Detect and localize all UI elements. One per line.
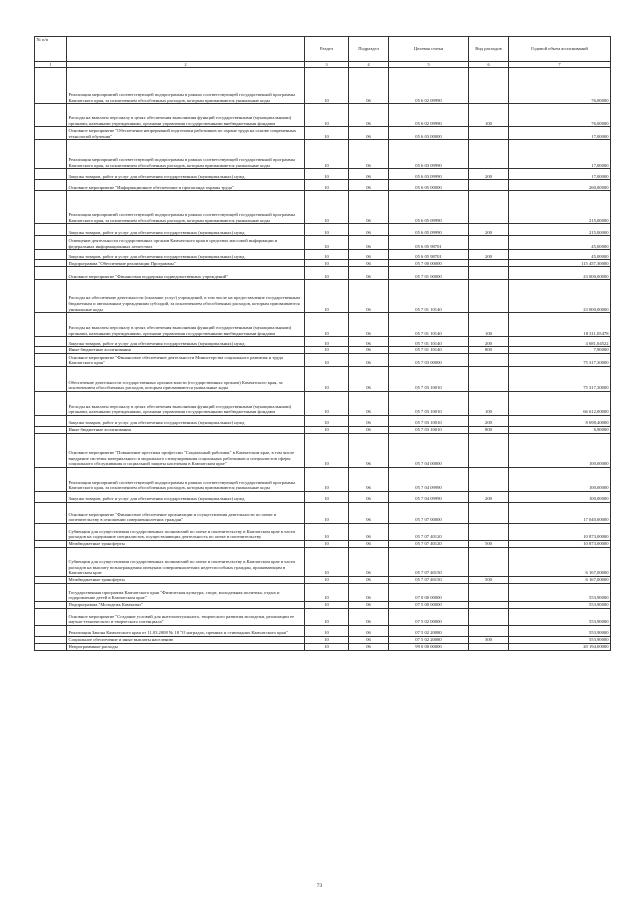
row-target-code: 05 7 03 10010 <box>389 415 469 426</box>
row-subsection: 06 <box>349 68 389 104</box>
row-amount: 17 040,00000 <box>509 502 611 523</box>
row-amount: 18 311,05478 <box>509 313 611 337</box>
table-row <box>35 313 611 337</box>
row-description: Основное мероприятие "Финансовое обеспечение организации и осуществления деятельности по опеке и попечительству в отношении совершеннолетних граждан" <box>67 502 305 523</box>
row-description: Подпрограмма "Молодежь Камчатки" <box>67 601 305 608</box>
row-subsection: 06 <box>349 583 389 601</box>
row-amount: 100,00000 <box>509 433 611 467</box>
header-section: Раздел <box>305 37 349 62</box>
row-target-code: 05 7 01 10140 <box>389 280 469 313</box>
row-number <box>35 426 67 433</box>
row-subsection: 06 <box>349 347 389 354</box>
column-number: 6 <box>469 62 509 68</box>
row-expense-type <box>469 643 509 650</box>
row-amount: 215,00000 <box>509 191 611 224</box>
row-description: Освещение деятельности государственных органов Камчатского края в средствах массовой информации и федеральных информационных агентствах <box>67 236 305 250</box>
row-section: 10 <box>305 127 349 140</box>
row-section: 10 <box>305 426 349 433</box>
row-description: Субвенции для осуществления государственных полномочий по опеке и попечительству в Камчатском крае в части расходов на содержание специалистов, осуществляющих деятельность по опеке и попечительству <box>67 523 305 540</box>
row-target-code: 05 6 03 09990 <box>389 140 469 169</box>
table-row <box>35 68 611 104</box>
row-expense-type <box>469 366 509 391</box>
row-description: Непрограммные расходы <box>67 643 305 650</box>
row-description: Расходы на выплаты персоналу в целях обеспечения выполнения функций государственными (муниципальными) органами, казенными учреждениями, органами управления государственными внебюджетными фондами <box>67 104 305 127</box>
row-description: Расходы на обеспечение деятельности (оказание услуг) учреждений, в том числе на предоставление государственным бюджетным и автономным учреждениям субсидий, за исключением обособленных расходов, которым присваиваются уникальные коды <box>67 280 305 313</box>
row-subsection: 06 <box>349 366 389 391</box>
row-section: 10 <box>305 250 349 260</box>
row-section: 10 <box>305 280 349 313</box>
row-number <box>35 236 67 250</box>
row-subsection: 06 <box>349 491 389 502</box>
row-number <box>35 347 67 354</box>
row-amount: 17,00000 <box>509 169 611 180</box>
row-section: 10 <box>305 224 349 236</box>
row-amount: 76,00000 <box>509 104 611 127</box>
table-row <box>35 523 611 540</box>
column-number: 1 <box>35 62 67 68</box>
row-description: Закупка товаров, работ и услуг для обеспечения государственных (муниципальных) нужд <box>67 491 305 502</box>
row-number <box>35 68 67 104</box>
table-row <box>35 576 611 583</box>
row-number <box>35 180 67 191</box>
header-target: Целевая статья <box>389 37 469 62</box>
row-number <box>35 576 67 583</box>
table-row <box>35 127 611 140</box>
row-target-code: 05 7 01 10140 <box>389 337 469 347</box>
row-expense-type: 500 <box>469 576 509 583</box>
row-description: Основное мероприятие "Информационное обеспечение и пропаганда охраны труда" <box>67 180 305 191</box>
table-row <box>35 169 611 180</box>
row-number <box>35 366 67 391</box>
table-row <box>35 391 611 415</box>
row-target-code: 05 6 05 09990 <box>389 224 469 236</box>
row-section: 10 <box>305 491 349 502</box>
row-number <box>35 250 67 260</box>
row-description: Основное мероприятие "Финансовое обеспечение деятельности Министерства социального развития и труда Камчатского края" <box>67 353 305 366</box>
row-target-code: 07 0 00 00000 <box>389 583 469 601</box>
row-section: 10 <box>305 391 349 415</box>
table-row <box>35 236 611 250</box>
row-subsection: 06 <box>349 636 389 643</box>
row-amount: 115 457,30000 <box>509 260 611 267</box>
row-section: 10 <box>305 540 349 547</box>
row-number <box>35 547 67 576</box>
row-number <box>35 467 67 491</box>
table-row <box>35 250 611 260</box>
row-subsection: 06 <box>349 601 389 608</box>
row-target-code: 05 7 04 09990 <box>389 491 469 502</box>
column-number: 7 <box>509 62 611 68</box>
row-description: Межбюджетные трансферты <box>67 576 305 583</box>
row-expense-type <box>469 260 509 267</box>
row-amount: 23 000,00000 <box>509 280 611 313</box>
row-number <box>35 415 67 426</box>
row-section: 10 <box>305 169 349 180</box>
row-description: Реализация мероприятий соответствующей подпрограммы в рамках соответствующей государственной программы Камчатского края, за исключением обособленных расходов, которым присваиваются уникальные коды <box>67 140 305 169</box>
table-row <box>35 347 611 354</box>
row-description: Государственная программа Камчатского края "Физическая культура, спорт, молодежная политика, отдых и оздоровление детей в Камчатском крае" <box>67 583 305 601</box>
row-subsection: 06 <box>349 426 389 433</box>
table-row <box>35 267 611 280</box>
row-expense-type <box>469 236 509 250</box>
table-row <box>35 180 611 191</box>
row-number <box>35 260 67 267</box>
row-subsection: 06 <box>349 625 389 636</box>
row-number <box>35 583 67 601</box>
row-subsection: 06 <box>349 169 389 180</box>
row-description: Закупка товаров, работ и услуг для обеспечения государственных (муниципальных) нужд <box>67 224 305 236</box>
row-amount: 66 612,00000 <box>509 391 611 415</box>
row-subsection: 06 <box>349 415 389 426</box>
row-amount: 553,90000 <box>509 583 611 601</box>
row-number <box>35 353 67 366</box>
row-description: Социальное обеспечение и иные выплаты населению <box>67 636 305 643</box>
row-section: 10 <box>305 313 349 337</box>
row-section: 10 <box>305 608 349 625</box>
row-description: Закупка товаров, работ и услуг для обеспечения государственных (муниципальных) нужд <box>67 169 305 180</box>
row-subsection: 06 <box>349 433 389 467</box>
row-amount: 6,90000 <box>509 426 611 433</box>
row-target-code: 05 6 05 98701 <box>389 236 469 250</box>
row-subsection: 06 <box>349 280 389 313</box>
header-row <box>35 37 611 62</box>
row-subsection: 06 <box>349 540 389 547</box>
row-expense-type: 200 <box>469 415 509 426</box>
row-number <box>35 643 67 650</box>
row-expense-type <box>469 608 509 625</box>
row-number <box>35 140 67 169</box>
row-number <box>35 433 67 467</box>
row-target-code: 99 0 00 00000 <box>389 643 469 650</box>
row-subsection: 06 <box>349 337 389 347</box>
row-description: Основное мероприятие "Создание условий для интеллектуального, творческого развития молодежи, реализации ее научно-технического и творческого потенциала" <box>67 608 305 625</box>
row-section: 10 <box>305 260 349 267</box>
row-number <box>35 104 67 127</box>
row-target-code: 05 7 01 10140 <box>389 313 469 337</box>
row-number <box>35 224 67 236</box>
table-row <box>35 583 611 601</box>
row-target-code: 07 5 02 20080 <box>389 625 469 636</box>
row-section: 10 <box>305 353 349 366</box>
row-description: Обеспечение деятельности государственных органов власти (государственных органов) Камчатского края, за исключением обособленных расходов, которым присваиваются уникальные коды <box>67 366 305 391</box>
row-subsection: 06 <box>349 576 389 583</box>
row-section: 10 <box>305 601 349 608</box>
row-subsection: 06 <box>349 467 389 491</box>
row-expense-type <box>469 547 509 576</box>
row-expense-type <box>469 127 509 140</box>
row-amount: 260,00000 <box>509 180 611 191</box>
row-subsection: 06 <box>349 267 389 280</box>
row-subsection: 06 <box>349 502 389 523</box>
row-amount: 17,00000 <box>509 127 611 140</box>
row-subsection: 06 <box>349 353 389 366</box>
row-subsection: 06 <box>349 191 389 224</box>
row-amount: 10 873,00000 <box>509 540 611 547</box>
row-number <box>35 267 67 280</box>
row-subsection: 06 <box>349 104 389 127</box>
header-subsection: Подраздел <box>349 37 389 62</box>
row-number <box>35 191 67 224</box>
row-expense-type: 800 <box>469 426 509 433</box>
row-description: Реализация мероприятий соответствующей подпрограммы в рамках соответствующей государственной программы Камчатского края, за исключением обособленных расходов, которым присваиваются уникальные коды <box>67 191 305 224</box>
row-section: 10 <box>305 547 349 576</box>
row-amount: 23 000,00000 <box>509 267 611 280</box>
row-section: 10 <box>305 267 349 280</box>
row-description: Расходы на выплаты персоналу в целях обеспечения выполнения функций государственными (муниципальными) органами, казенными учреждениями, органами управления государственными внебюджетными фондами <box>67 313 305 337</box>
row-expense-type: 200 <box>469 224 509 236</box>
row-expense-type <box>469 191 509 224</box>
row-target-code: 05 7 07 40150 <box>389 576 469 583</box>
row-target-code: 05 7 03 00000 <box>389 353 469 366</box>
row-target-code: 05 7 04 00000 <box>389 433 469 467</box>
row-expense-type: 800 <box>469 347 509 354</box>
header-description <box>67 37 305 62</box>
table-body <box>35 68 611 651</box>
row-amount: 75 317,30000 <box>509 366 611 391</box>
row-number <box>35 636 67 643</box>
row-section: 10 <box>305 643 349 650</box>
table-row <box>35 366 611 391</box>
row-description: Расходы на выплаты персоналу в целях обеспечения выполнения функций государственными (муниципальными) органами, казенными учреждениями, органами управления государственными внебюджетными фондами <box>67 391 305 415</box>
row-expense-type: 200 <box>469 250 509 260</box>
row-description: Реализация мероприятий соответствующей подпрограммы в рамках соответствующей государственной программы Камчатского края, за исключением обособленных расходов, которым присваиваются уникальные коды <box>67 68 305 104</box>
row-section: 10 <box>305 523 349 540</box>
row-amount: 215,00000 <box>509 224 611 236</box>
row-expense-type: 300 <box>469 636 509 643</box>
table-row <box>35 337 611 347</box>
table-row <box>35 601 611 608</box>
column-number: 4 <box>349 62 389 68</box>
row-target-code: 05 6 05 98701 <box>389 250 469 260</box>
table-row <box>35 224 611 236</box>
row-section: 10 <box>305 191 349 224</box>
table-row <box>35 104 611 127</box>
column-number: 2 <box>67 62 305 68</box>
row-description: Реализация Закона Камчатского края от 11.03.2008 № 18 "О наградах, премиях и стипендиях Камчатского края" <box>67 625 305 636</box>
row-expense-type <box>469 433 509 467</box>
row-description: Закупка товаров, работ и услуг для обеспечения государственных (муниципальных) нужд <box>67 337 305 347</box>
row-number <box>35 625 67 636</box>
row-amount: 17,00000 <box>509 140 611 169</box>
row-subsection: 06 <box>349 547 389 576</box>
row-subsection: 06 <box>349 140 389 169</box>
header-num: № п/п <box>35 37 67 62</box>
row-subsection: 06 <box>349 260 389 267</box>
row-target-code: 05 6 05 09990 <box>389 191 469 224</box>
row-target-code: 05 6 03 09990 <box>389 169 469 180</box>
row-target-code: 05 6 05 00000 <box>389 180 469 191</box>
table-row <box>35 191 611 224</box>
page-number: 73 <box>316 883 323 889</box>
table-row <box>35 643 611 650</box>
table-row <box>35 547 611 576</box>
row-section: 10 <box>305 576 349 583</box>
table-row <box>35 608 611 625</box>
table-row <box>35 540 611 547</box>
row-description: Реализация мероприятий соответствующей подпрограммы в рамках соответствующей государственной программы Камчатского края, за исключением обособленных расходов, которым присваиваются уникальные коды <box>67 467 305 491</box>
row-target-code: 07 5 02 20080 <box>389 636 469 643</box>
row-section: 10 <box>305 366 349 391</box>
row-section: 10 <box>305 236 349 250</box>
table-row <box>35 433 611 467</box>
row-expense-type: 500 <box>469 540 509 547</box>
row-expense-type <box>469 267 509 280</box>
row-description: Субвенции для осуществления государственных полномочий по опеке и попечительству в Камчатском крае в части расходов на выплату вознаграждения опекунам совершеннолетних недееспособных граждан, проживающим в Камчатском крае <box>67 547 305 576</box>
table-row <box>35 491 611 502</box>
row-subsection: 06 <box>349 523 389 540</box>
row-expense-type <box>469 601 509 608</box>
table-row <box>35 280 611 313</box>
row-description: Иные бюджетные ассигнования <box>67 347 305 354</box>
row-target-code: 07 5 00 00000 <box>389 601 469 608</box>
row-amount: 20 194,00000 <box>509 643 611 650</box>
row-number <box>35 337 67 347</box>
row-number <box>35 280 67 313</box>
row-subsection: 06 <box>349 391 389 415</box>
row-target-code: 05 7 03 10010 <box>389 391 469 415</box>
row-amount: 6 167,00000 <box>509 547 611 576</box>
row-target-code: 05 6 02 09990 <box>389 104 469 127</box>
table-row <box>35 467 611 491</box>
row-section: 10 <box>305 140 349 169</box>
row-expense-type <box>469 502 509 523</box>
column-number: 5 <box>389 62 469 68</box>
row-amount: 7,90000 <box>509 347 611 354</box>
row-subsection: 06 <box>349 313 389 337</box>
row-subsection: 06 <box>349 224 389 236</box>
row-expense-type: 200 <box>469 337 509 347</box>
row-amount: 553,90000 <box>509 625 611 636</box>
header-exptype: Вид расходов <box>469 37 509 62</box>
row-number <box>35 523 67 540</box>
row-expense-type: 200 <box>469 169 509 180</box>
row-expense-type <box>469 625 509 636</box>
row-expense-type <box>469 467 509 491</box>
row-target-code: 05 6 02 09990 <box>389 68 469 104</box>
row-description: Основное мероприятие "Финансовая поддержка подведомственных учреждений" <box>67 267 305 280</box>
row-section: 10 <box>305 625 349 636</box>
row-amount: 4 681,04522 <box>509 337 611 347</box>
row-amount: 100,00000 <box>509 467 611 491</box>
row-section: 10 <box>305 415 349 426</box>
row-description: Основное мероприятие "Повышение престижа профессии "Социальный работник" в Камчатском крае, в том числе внедрение системы материального и морального стимулирования социальных работников и специалистов сферы социального обслуживания и социальной защиты населения в Камчатском крае" <box>67 433 305 467</box>
column-number: 3 <box>305 62 349 68</box>
row-section: 10 <box>305 583 349 601</box>
row-target-code: 05 7 07 40120 <box>389 523 469 540</box>
row-section: 10 <box>305 467 349 491</box>
row-amount: 553,90000 <box>509 608 611 625</box>
row-section: 10 <box>305 104 349 127</box>
row-number <box>35 601 67 608</box>
row-number <box>35 127 67 140</box>
row-section: 10 <box>305 337 349 347</box>
row-target-code: 05 7 07 40120 <box>389 540 469 547</box>
table-row <box>35 140 611 169</box>
row-section: 10 <box>305 636 349 643</box>
table-row <box>35 353 611 366</box>
row-target-code: 05 7 07 40150 <box>389 547 469 576</box>
row-expense-type <box>469 353 509 366</box>
row-number <box>35 313 67 337</box>
row-subsection: 06 <box>349 180 389 191</box>
row-expense-type <box>469 583 509 601</box>
row-expense-type: 200 <box>469 491 509 502</box>
row-subsection: 06 <box>349 643 389 650</box>
row-number <box>35 391 67 415</box>
row-amount: 553,90000 <box>509 636 611 643</box>
row-subsection: 06 <box>349 236 389 250</box>
row-section: 10 <box>305 347 349 354</box>
row-target-code: 05 7 01 00000 <box>389 267 469 280</box>
row-expense-type <box>469 140 509 169</box>
row-expense-type <box>469 180 509 191</box>
row-expense-type: 100 <box>469 391 509 415</box>
row-amount: 553,90000 <box>509 601 611 608</box>
row-description: Подпрограмма "Обеспечение реализации Программы" <box>67 260 305 267</box>
row-amount: 76,00000 <box>509 68 611 104</box>
row-section: 10 <box>305 502 349 523</box>
row-expense-type: 100 <box>469 313 509 337</box>
row-section: 10 <box>305 180 349 191</box>
table-row <box>35 636 611 643</box>
row-amount: 75 317,30000 <box>509 353 611 366</box>
row-amount: 45,00000 <box>509 250 611 260</box>
row-section: 10 <box>305 68 349 104</box>
row-number <box>35 491 67 502</box>
row-target-code: 07 5 02 00000 <box>389 608 469 625</box>
row-section: 10 <box>305 433 349 467</box>
row-amount: 100,00000 <box>509 491 611 502</box>
row-amount: 10 873,00000 <box>509 523 611 540</box>
budget-table <box>34 36 611 651</box>
row-number <box>35 540 67 547</box>
table-row <box>35 426 611 433</box>
row-description: Закупка товаров, работ и услуг для обеспечения государственных (муниципальных) нужд <box>67 415 305 426</box>
table-row <box>35 260 611 267</box>
table-row <box>35 415 611 426</box>
row-number <box>35 608 67 625</box>
row-amount: 6 167,00000 <box>509 576 611 583</box>
row-number <box>35 502 67 523</box>
row-description: Закупка товаров, работ и услуг для обеспечения государственных (муниципальных) нужд <box>67 250 305 260</box>
row-target-code: 05 7 01 10140 <box>389 347 469 354</box>
row-target-code: 05 7 03 10010 <box>389 366 469 391</box>
row-amount: 45,00000 <box>509 236 611 250</box>
row-subsection: 06 <box>349 250 389 260</box>
row-target-code: 05 7 00 00000 <box>389 260 469 267</box>
row-target-code: 05 7 03 10010 <box>389 426 469 433</box>
header-amount: Годовой объем ассигнований <box>509 37 611 62</box>
row-target-code: 05 7 04 09990 <box>389 467 469 491</box>
row-target-code: 05 6 03 00000 <box>389 127 469 140</box>
row-expense-type <box>469 68 509 104</box>
row-number <box>35 169 67 180</box>
row-expense-type <box>469 523 509 540</box>
row-description: Межбюджетные трансферты <box>67 540 305 547</box>
table-row <box>35 502 611 523</box>
table-row <box>35 625 611 636</box>
row-description: Иные бюджетные ассигнования <box>67 426 305 433</box>
row-expense-type <box>469 280 509 313</box>
row-target-code: 05 7 07 00000 <box>389 502 469 523</box>
row-expense-type: 100 <box>469 104 509 127</box>
row-subsection: 06 <box>349 608 389 625</box>
row-amount: 8 698,40000 <box>509 415 611 426</box>
row-subsection: 06 <box>349 127 389 140</box>
row-description: Основное мероприятие "Обеспечение непрерывной подготовки работников по охране труда на основе современных технологий обучения" <box>67 127 305 140</box>
